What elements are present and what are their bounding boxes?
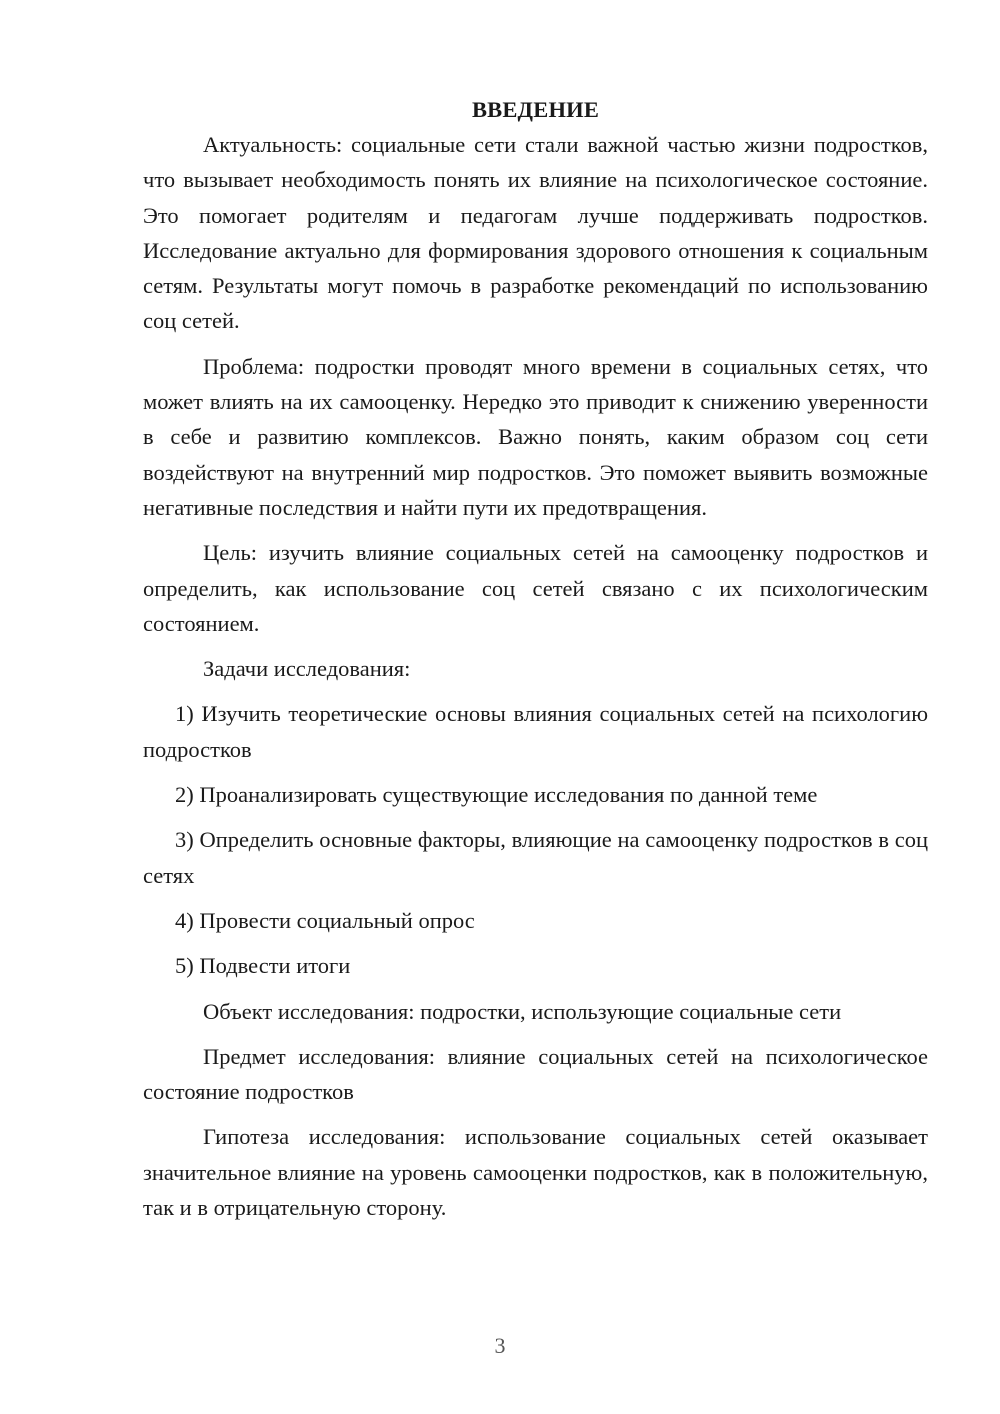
goal-paragraph: Цель: изучить влияние социальных сетей на самооценку подростков и определить, как использование соц сетей связано с их психологическим состоянием.: [143, 540, 928, 636]
section-title: ВВЕДЕНИЕ: [471, 97, 600, 122]
tasks-heading: Задачи исследования:: [203, 656, 411, 682]
subject-paragraph: Предмет исследования: влияние социальных сетей на психологическое состояние подростков: [143, 1043, 928, 1105]
document-page: [143, 92, 928, 1225]
task-item-2: 2) Проанализировать существующие исследования по данной теме: [175, 782, 818, 808]
hypothesis-paragraph: Гипотеза исследования: использование социальных сетей оказывает значительное влияние на уровень самооценки подростков, как в положительную, так и в отрицательную сторону.: [143, 1124, 928, 1221]
problem-paragraph: Проблема: подростки проводят много времени в социальных сетях, что может влиять на их самооценку. Нередко это приводит к снижению уверенности в себе и развитию комплексов. Важно понять, каким образом соц сети воздействуют на внутренний мир подростков. Это поможет выявить возможные негативные последствия и найти пути их предотвращения.: [143, 353, 928, 520]
task-item-3: 3) Определить основные факторы, влияющие на самооценку подростков в соц сетях: [143, 827, 928, 888]
task-item-1: 1) Изучить теоретические основы влияния социальных сетей на психологию подростков: [143, 701, 928, 762]
relevance-paragraph: Актуальность: социальные сети стали важной частью жизни подростков, что вызывает необходимость понять их влияние на психологическое состояние. Это помогает родителям и педагогам лучше поддерживать подростков. Исследование актуально для формирования здорового отношения к социальным сетям. Результаты могут помочь в разработке рекомендаций по использованию соц сетей.: [143, 132, 928, 334]
task-item-5: 5) Подвести итоги: [175, 953, 351, 979]
task-item-4: 4) Провести социальный опрос: [175, 907, 475, 933]
page-number: 3: [494, 1333, 506, 1358]
object-paragraph: Объект исследования: подростки, использующие социальные сети: [203, 998, 842, 1024]
